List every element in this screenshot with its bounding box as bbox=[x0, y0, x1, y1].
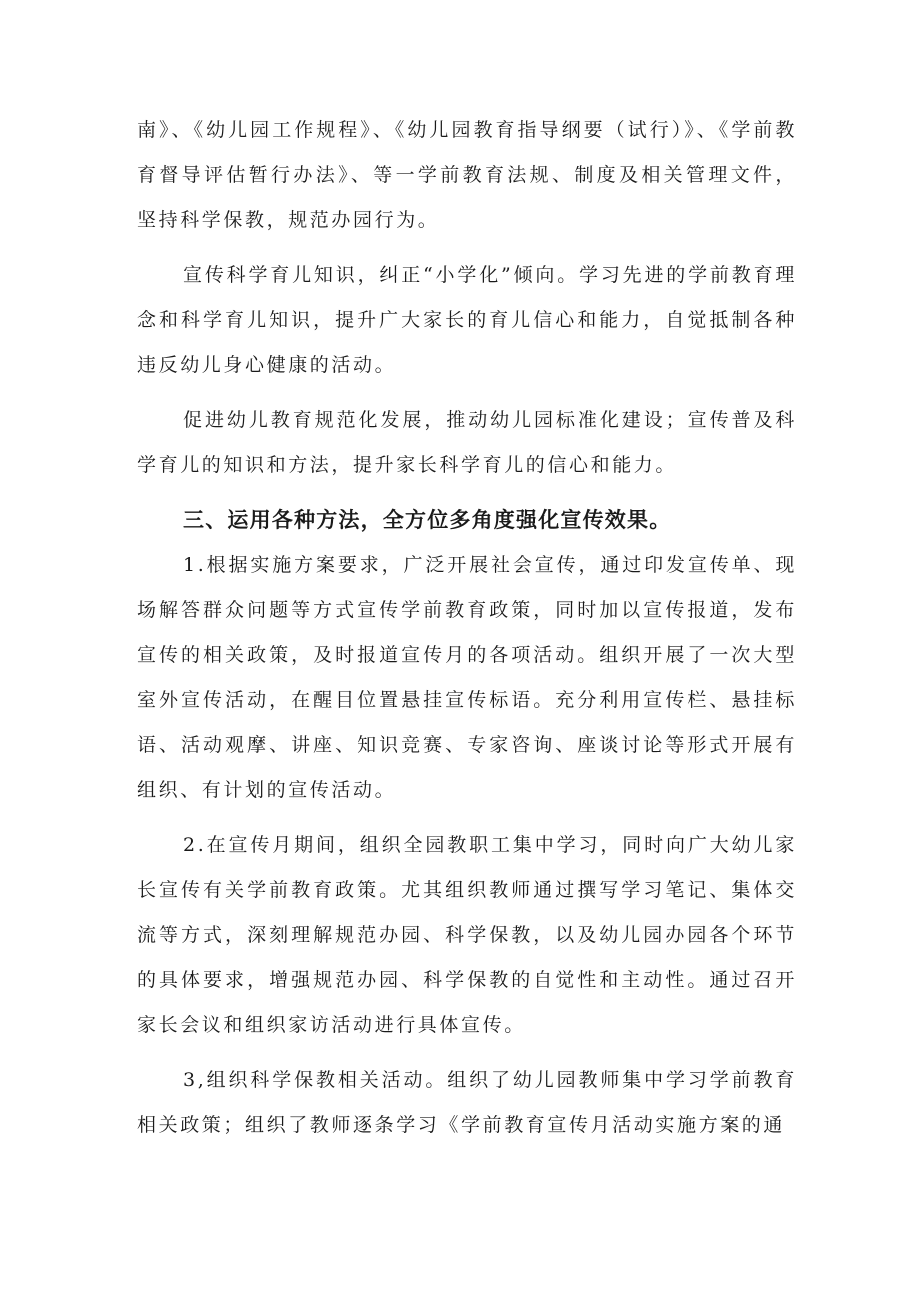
paragraph-body: 1.根据实施方案要求，广泛开展社会宣传，通过印发宣传单、现场解答群众问题等方式宣传学前教育政策，同时加以宣传报道，发布宣传的相关政策，及时报道宣传月的各项活动。组织开展了一次大型室外宣传活动，在醒目位置悬挂宣传标语。充分利用宣传栏、悬挂标语、活动观摩、讲座、知识竞赛、专家咨询、座谈讨论等形式开展有组织、有计划的宣传活动。 bbox=[137, 554, 797, 801]
section-heading: 三、运用各种方法，全方位多角度强化宣传效果。 bbox=[183, 508, 672, 532]
paragraph-continuation: 南》、《幼儿园工作规程》、《幼儿园教育指导纲要（试行）》、《学前教育督导评估暂行办法》、等一学前教育法规、制度及相关管理文件，坚持科学保教，规范办园行为。 bbox=[137, 119, 797, 231]
paragraph-body: 宣传科学育儿知识，纠正“小学化”倾向。学习先进的学前教育理念和科学育儿知识，提升广大家长的育儿信心和能力，自觉抵制各种违反幼儿身心健康的活动。 bbox=[137, 264, 797, 376]
paragraph-body: 3,组织科学保教相关活动。组织了幼儿园教师集中学习学前教育相关政策；组织了教师逐条学习《学前教育宣传月活动实施方案的通 bbox=[137, 1069, 797, 1136]
document-body bbox=[137, 108, 797, 1148]
paragraph-body: 2.在宣传月期间，组织全园教职工集中学习，同时向广大幼儿家长宣传有关学前教育政策。尤其组织教师通过撰写学习笔记、集体交流等方式，深刻理解规范办园、科学保教，以及幼儿园办园各个环节的具体要求，增强规范办园、科学保教的自觉性和主动性。通过召开家长会议和组织家访活动进行具体宣传。 bbox=[137, 834, 797, 1036]
paragraph-body: 促进幼儿教育规范化发展，推动幼儿园标准化建设；宣传普及科学育儿的知识和方法，提升家长科学育儿的信心和能力。 bbox=[137, 409, 797, 476]
